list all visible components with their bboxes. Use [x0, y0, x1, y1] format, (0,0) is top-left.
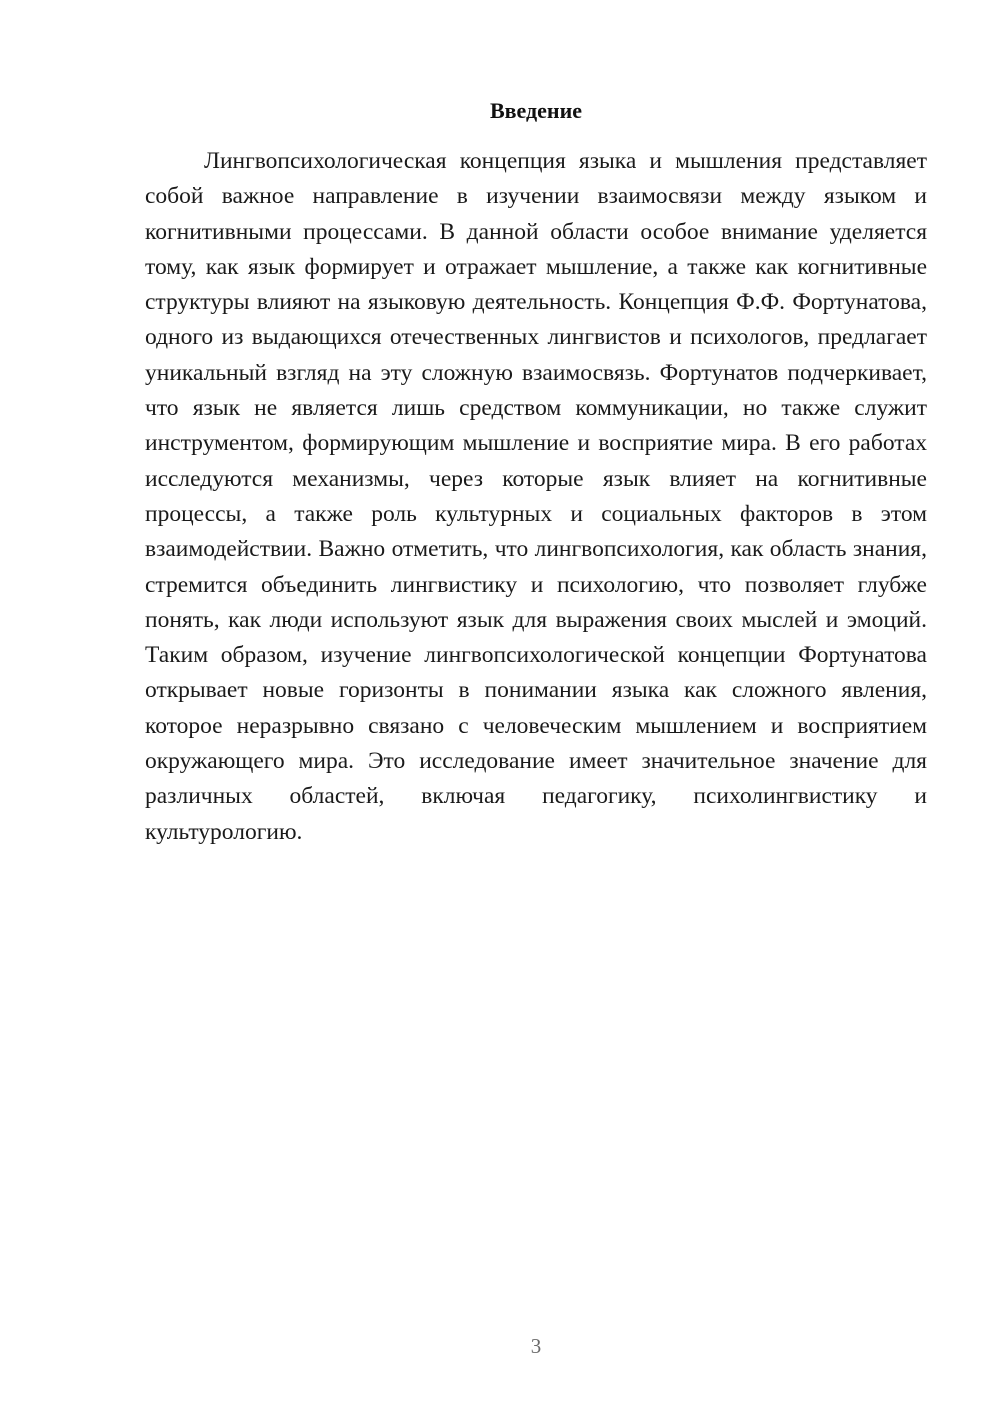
page-number: 3: [530, 1334, 542, 1358]
body-paragraph: Лингвопсихологическая концепция языка и мышления представляет собой важное направление в изучении взаимосвязи между языком и когнитивными процессами. В данной области особое внимание уделяется тому, как язык формирует и отражает мышление, а также как когнитивные структуры влияют на языковую деятельность. Концепция Ф.Ф. Фортунатова, одного из выдающихся отечественных лингвистов и психологов, предлагает уникальный взгляд на эту сложную взаимосвязь. Фортунатов подчеркивает, что язык не является лишь средством коммуникации, но также служит инструментом, формирующим мышление и восприятие мира. В его работах исследуются механизмы, через которые язык влияет на когнитивные процессы, а также роль культурных и социальных факторов в этом взаимодействии. Важно отметить, что лингвопсихология, как область знания, стремится объединить лингвистику и психологию, что позволяет глубже понять, как люди используют язык для выражения своих мыслей и эмоций. Таким образом, изучение лингвопсихологической концепции Фортунатова открывает новые горизонты в понимании языка как сложного явления, которое неразрывно связано с человеческим мышлением и восприятием окружающего мира. Это исследование имеет значительное значение для различных областей, включая педагогику, психолингвистику и культурологию.: [145, 148, 927, 845]
section-heading: Введение: [489, 98, 583, 123]
